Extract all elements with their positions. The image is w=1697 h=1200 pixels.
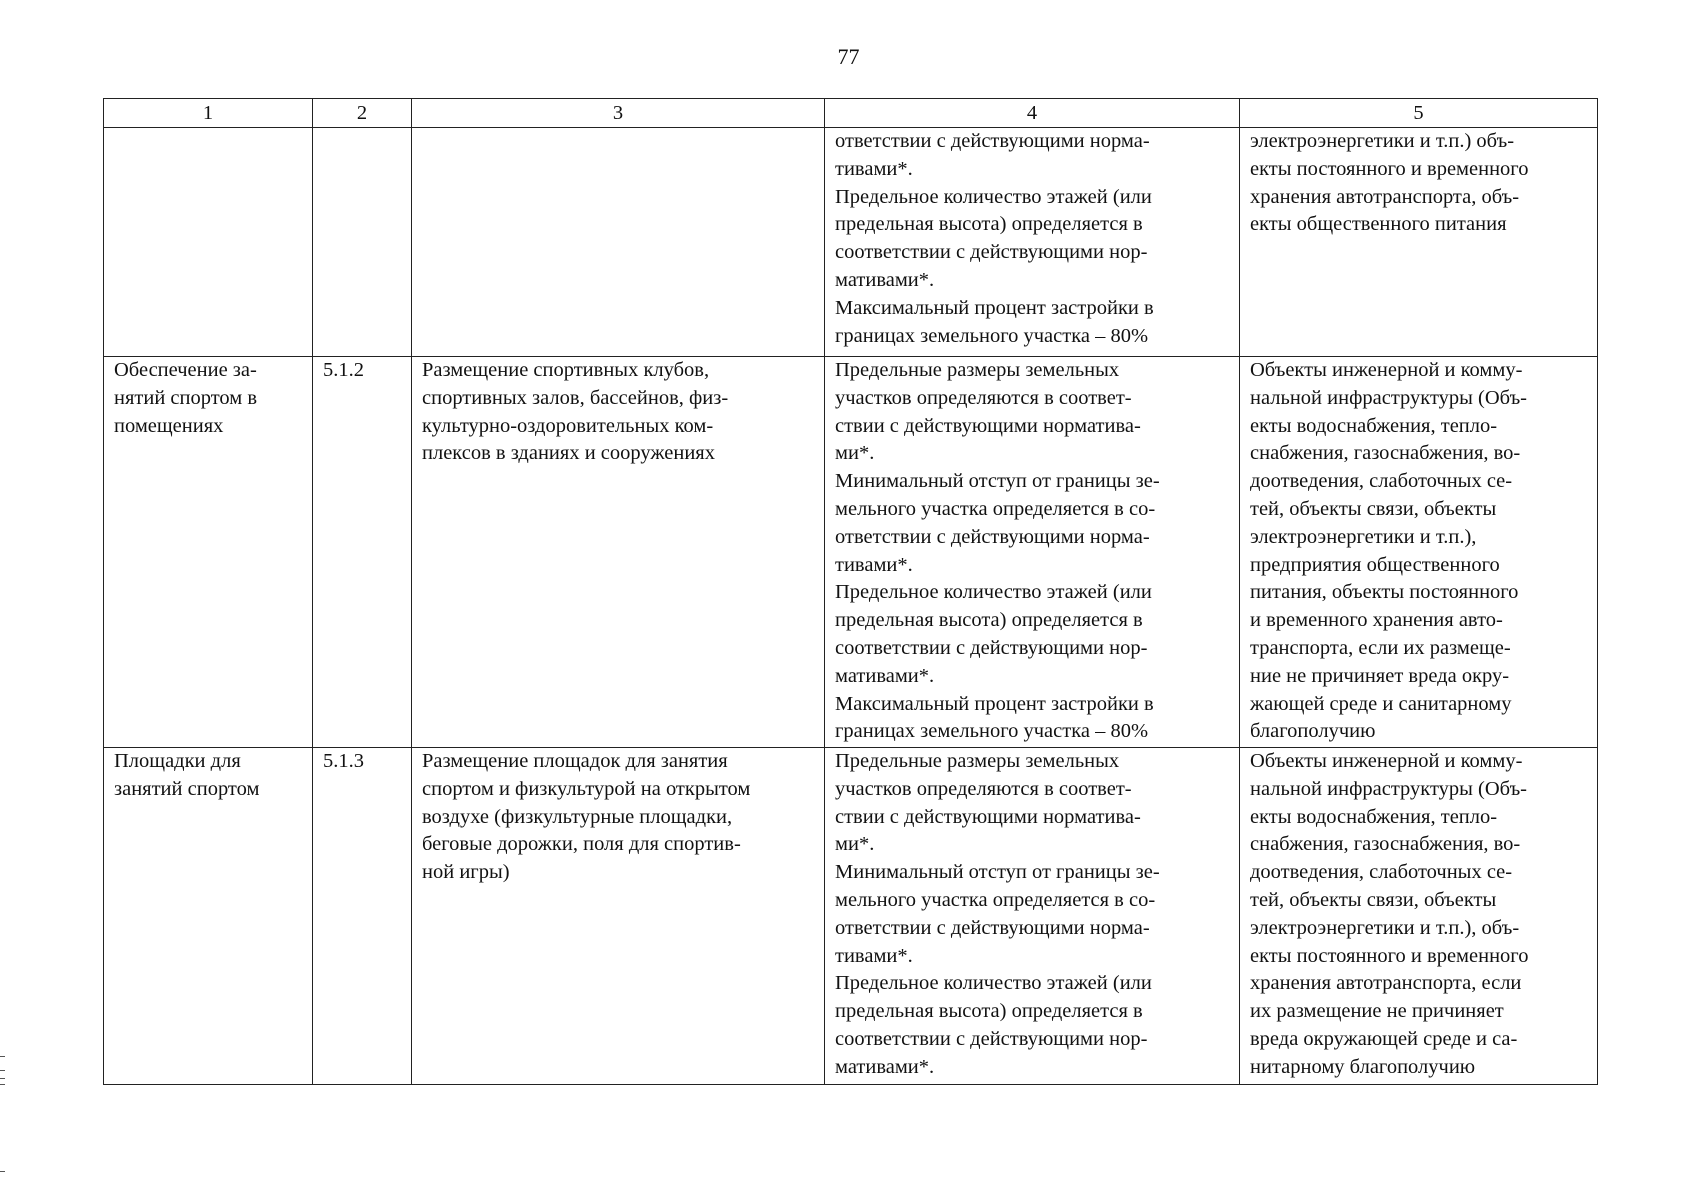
- cell-use-code: 5.1.3: [313, 748, 412, 1085]
- margin-mark: [0, 1056, 5, 1057]
- margin-mark: [0, 1070, 5, 1071]
- cell-use-name: [104, 128, 313, 357]
- header-col-1: 1: [104, 99, 313, 128]
- cell-use-description: Размещение площадок для занятия спортом и физкультурой на открытом воздухе (физкультурные площадки, беговые дорожки, поля для спортив- ной игры): [412, 748, 825, 1085]
- margin-mark: [0, 1084, 5, 1085]
- cell-parameters: ответствии с действующими норма- тивами*. Предельное количество этажей (или предельная высота) определяется в соответствии с действующими нор- мативами*. Максимальный процент застройки в границах земельного участка – 80%: [825, 128, 1240, 357]
- cell-use-code: [313, 128, 412, 357]
- cell-use-name: Площадки для занятий спортом: [104, 748, 313, 1085]
- table-row: [104, 128, 1598, 357]
- cell-use-description: [412, 128, 825, 357]
- margin-mark: [0, 1171, 5, 1172]
- cell-use-name: Обеспечение за- нятий спортом в помещениях: [104, 357, 313, 748]
- cell-use-code: 5.1.2: [313, 357, 412, 748]
- cell-auxiliary-uses: электроэнергетики и т.п.) объ- екты постоянного и временного хранения автотранспорта, объ- екты общественного питания: [1240, 128, 1598, 357]
- margin-mark: [0, 1078, 5, 1079]
- cell-parameters: Предельные размеры земельных участков определяются в соответ- ствии с действующими норматива- ми*. Минимальный отступ от границы зе- мельного участка определяется в со- ответствии с действующими норма- тивами*. Предельное количество этажей (или предельная высота) определяется в соответствии с действующими нор- мативами*. Максимальный процент застройки в границах земельного участка – 80%: [825, 357, 1240, 748]
- table-header-row: [104, 99, 1598, 128]
- cell-auxiliary-uses: Объекты инженерной и комму- нальной инфраструктуры (Объ- екты водоснабжения, тепло- снабжения, газоснабжения, во- доотведения, слаботочных се- тей, объекты связи, объекты электроэнергетики и т.п.), объ- екты постоянного и временного хранения автотранспорта, если их размещение не причиняет вреда окружающей среде и са- нитарному благополучию: [1240, 748, 1598, 1085]
- header-col-3: 3: [412, 99, 825, 128]
- table-row: [104, 357, 1598, 748]
- header-col-4: 4: [825, 99, 1240, 128]
- header-col-2: 2: [313, 99, 412, 128]
- header-col-5: 5: [1240, 99, 1598, 128]
- cell-use-description: Размещение спортивных клубов, спортивных залов, бассейнов, физ- культурно-оздоровительных ком- плексов в зданиях и сооружениях: [412, 357, 825, 748]
- document-table: [103, 98, 1598, 1085]
- page-number: 77: [837, 44, 860, 69]
- table-row: [104, 748, 1598, 1085]
- cell-auxiliary-uses: Объекты инженерной и комму- нальной инфраструктуры (Объ- екты водоснабжения, тепло- снабжения, газоснабжения, во- доотведения, слаботочных се- тей, объекты связи, объекты электроэнергетики и т.п.), предприятия общественного питания, объекты постоянного и временного хранения авто- транспорта, если их размеще- ние не причиняет вреда окру- жающей среде и санитарному благополучию: [1240, 357, 1598, 748]
- cell-parameters: Предельные размеры земельных участков определяются в соответ- ствии с действующими норматива- ми*. Минимальный отступ от границы зе- мельного участка определяется в со- ответствии с действующими норма- тивами*. Предельное количество этажей (или предельная высота) определяется в соответствии с действующими нор- мативами*.: [825, 748, 1240, 1085]
